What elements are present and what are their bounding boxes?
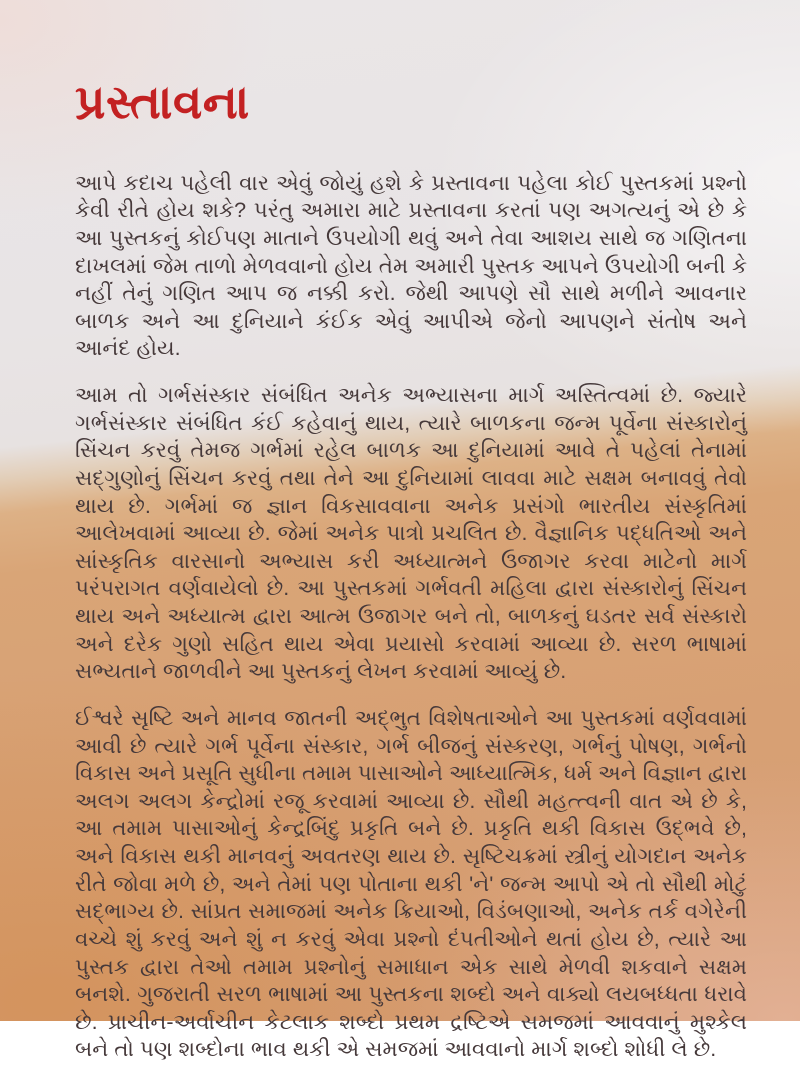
page-title: પ્રસ્તાવના <box>75 76 747 128</box>
paragraph-1: આપે કદાચ પહેલી વાર એવું જોયું હશે કે પ્રસ્તાવના પહેલા કોઈ પુસ્તકમાં પ્રશ્નો કેવી રીતે હોય શકે? પરંતુ અમારા માટે પ્રસ્તાવના કરતાં પણ અગત્યનું એ છે કે આ પુસ્તકનું કોઈપણ માતાને ઉપયોગી થવું અને તેવા આશય સાથે જ ગણિતના દાખલમાં જેમ તાળો મેળવવાનો હોય તેમ અમારી પુસ્તક આપને ઉપયોગી બની કે નહીં તેનું ગણિત આપ જ નક્કી કરો. જેથી આપણે સૌ સાથે મળીને આવનાર બાળક અને આ દુનિયાને કંઈક એવું આપીએ જેનો આપણને સંતોષ અને આનંદ હોય. <box>75 170 747 363</box>
paragraph-3: ઈશ્વરે સૃષ્ટિ અને માનવ જાતની અદ્ભુત વિશેષતાઓને આ પુસ્તકમાં વર્ણવવામાં આવી છે ત્યારે ગર્ભ પૂર્વેના સંસ્કાર, ગર્ભ બીજનું સંસ્કરણ, ગર્ભનું પોષણ, ગર્ભનો વિકાસ અને પ્રસૂતિ સુધીના તમામ પાસાઓને આધ્યાત્મિક, ધર્મ અને વિજ્ઞાન દ્વારા અલગ અલગ કેન્દ્રોમાં રજૂ કરવામાં આવ્યા છે. સૌથી મહત્ત્વની વાત એ છે કે, આ તમામ પાસાઓનું કેન્દ્રબિંદુ પ્રકૃતિ બને છે. પ્રકૃતિ થકી વિકાસ ઉદ્ભવે છે, અને વિકાસ થકી માનવનું અવતરણ થાય છે. સૃષ્ટિચક્રમાં સ્ત્રીનું યોગદાન અનેક રીતે જોવા મળે છે, અને તેમાં પણ પોતાના થકી 'ને' જન્મ આપો એ તો સૌથી મોટું સદ્ભાગ્ય છે. સાંપ્રત સમાજમાં અનેક ક્રિયાઓ, વિડંબણાઓ, અનેક તર્ક વગેરેની વચ્ચે શું કરવું અને શું ન કરવું એવા પ્રશ્નો દંપતીઓને થતાં હોય છે, ત્યારે આ પુસ્તક દ્વારા તેઓ તમામ પ્રશ્નોનું સમાધાન એક સાથે મેળવી શકવાને સક્ષમ બનશે. ગુજરાતી સરળ ભાષામાં આ પુસ્તકના શબ્દો અને વાક્યો લયબધ્ધતા ધરાવે છે. પ્રાચીન-અર્વાચીન કેટલાક શબ્દો પ્રથમ દ્રષ્ટિએ સમજમાં આવવાનું મુશ્કેલ બને તો પણ શબ્દોના ભાવ થકી એ સમજમાં આવવાનો માર્ગ શબ્દો શોધી લે છે. <box>75 705 747 1064</box>
preface-body <box>75 170 747 1064</box>
paragraph-2: આમ તો ગર્ભસંસ્કાર સંબંધિત અનેક અભ્યાસના માર્ગ અસ્તિત્વમાં છે. જ્યારે ગર્ભસંસ્કાર સંબંધિત કંઈ કહેવાનું થાય, ત્યારે બાળકના જન્મ પૂર્વેના સંસ્કારોનું સિંચન કરવું તેમજ ગર્ભમાં રહેલ બાળક આ દુનિયામાં આવે તે પહેલાં તેનામાં સદ્ગુણોનું સિંચન કરવું તથા તેને આ દુનિયામાં લાવવા માટે સક્ષમ બનાવવું તેવો થાય છે. ગર્ભમાં જ જ્ઞાન વિકસાવવાના અનેક પ્રસંગો ભારતીય સંસ્કૃતિમાં આલેખવામાં આવ્યા છે. જેમાં અનેક પાત્રો પ્રચલિત છે. વૈજ્ઞાનિક પદ્ધતિઓ અને સાંસ્કૃતિક વારસાનો અભ્યાસ કરી અધ્યાત્મને ઉજાગર કરવા માટેનો માર્ગ પરંપરાગત વર્ણવાયેલો છે. આ પુસ્તકમાં ગર્ભવતી મહિલા દ્વારા સંસ્કારોનું સિંચન થાય અને અધ્યાત્મ દ્વારા આત્મ ઉજાગર બને તો, બાળકનું ઘડતર સર્વ સંસ્કારો અને દરેક ગુણો સહિત થાય એવા પ્રયાસો કરવામાં આવ્યા છે. સરળ ભાષામાં સભ્યતાને જાળવીને આ પુસ્તકનું લેખન કરવામાં આવ્યું છે. <box>75 382 747 686</box>
preface-content <box>75 76 747 1083</box>
